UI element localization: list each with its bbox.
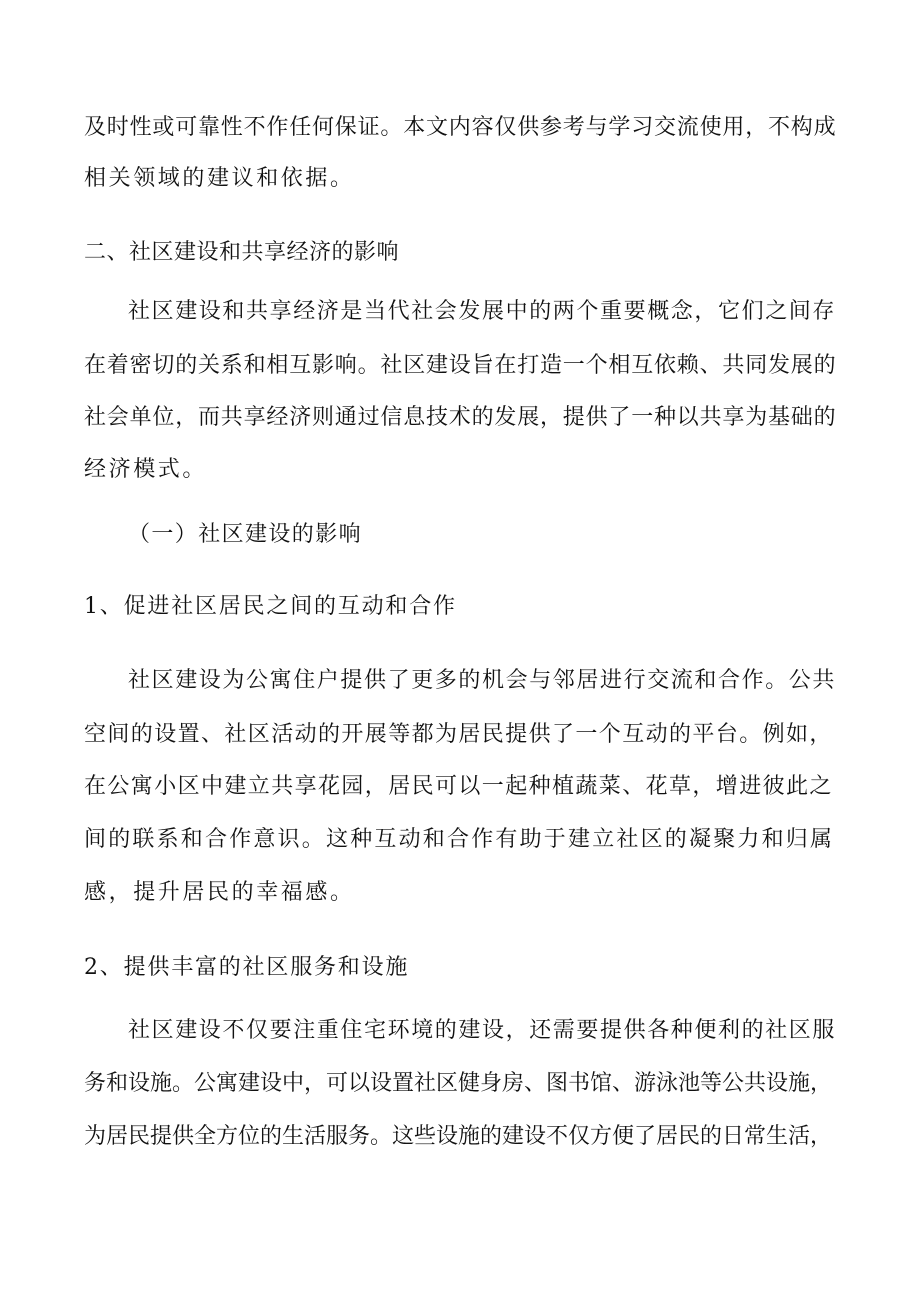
paragraph-line: 间的联系和合作意识。这种互动和合作有助于建立社区的凝聚力和归属	[84, 827, 835, 852]
paragraph-line: 及时性或可靠性不作任何保证。本文内容仅供参考与学习交流使用，不构成	[84, 115, 837, 140]
numbered-item-heading: 1、促进社区居民之间的互动和合作	[84, 594, 457, 619]
paragraph-line: 务和设施。公寓建设中，可以设置社区健身房、图书馆、游泳池等公共设施，	[84, 1071, 833, 1096]
paragraph-line: 空间的设置、社区活动的开展等都为居民提供了一个互动的平台。例如，	[84, 722, 833, 747]
paragraph-line: 社区建设不仅要注重住宅环境的建设，还需要提供各种便利的社区服	[128, 1018, 837, 1043]
subsection-heading: （一）社区建设的影响	[128, 522, 363, 547]
paragraph-line: 经济模式。	[84, 457, 208, 482]
paragraph-line: 在公寓小区中建立共享花园，居民可以一起种植蔬菜、花草，增进彼此之	[84, 774, 833, 799]
paragraph-line: 在着密切的关系和相互影响。社区建设旨在打造一个相互依赖、共同发展的	[84, 353, 837, 378]
paragraph-line: 感，提升居民的幸福感。	[84, 880, 355, 905]
section-heading: 二、社区建设和共享经济的影响	[84, 240, 400, 265]
paragraph-line: 为居民提供全方位的生活服务。这些设施的建设不仅方便了居民的日常生活，	[84, 1124, 833, 1149]
paragraph-line: 相关领域的建议和依据。	[84, 166, 355, 191]
numbered-item-heading: 2、提供丰富的社区服务和设施	[84, 955, 410, 980]
paragraph-line: 社区建设为公寓住户提供了更多的机会与邻居进行交流和合作。公共	[128, 668, 837, 693]
paragraph-line: 社会单位，而共享经济则通过信息技术的发展，提供了一种以共享为基础的	[84, 405, 837, 430]
paragraph-line: 社区建设和共享经济是当代社会发展中的两个重要概念，它们之间存	[128, 299, 837, 324]
